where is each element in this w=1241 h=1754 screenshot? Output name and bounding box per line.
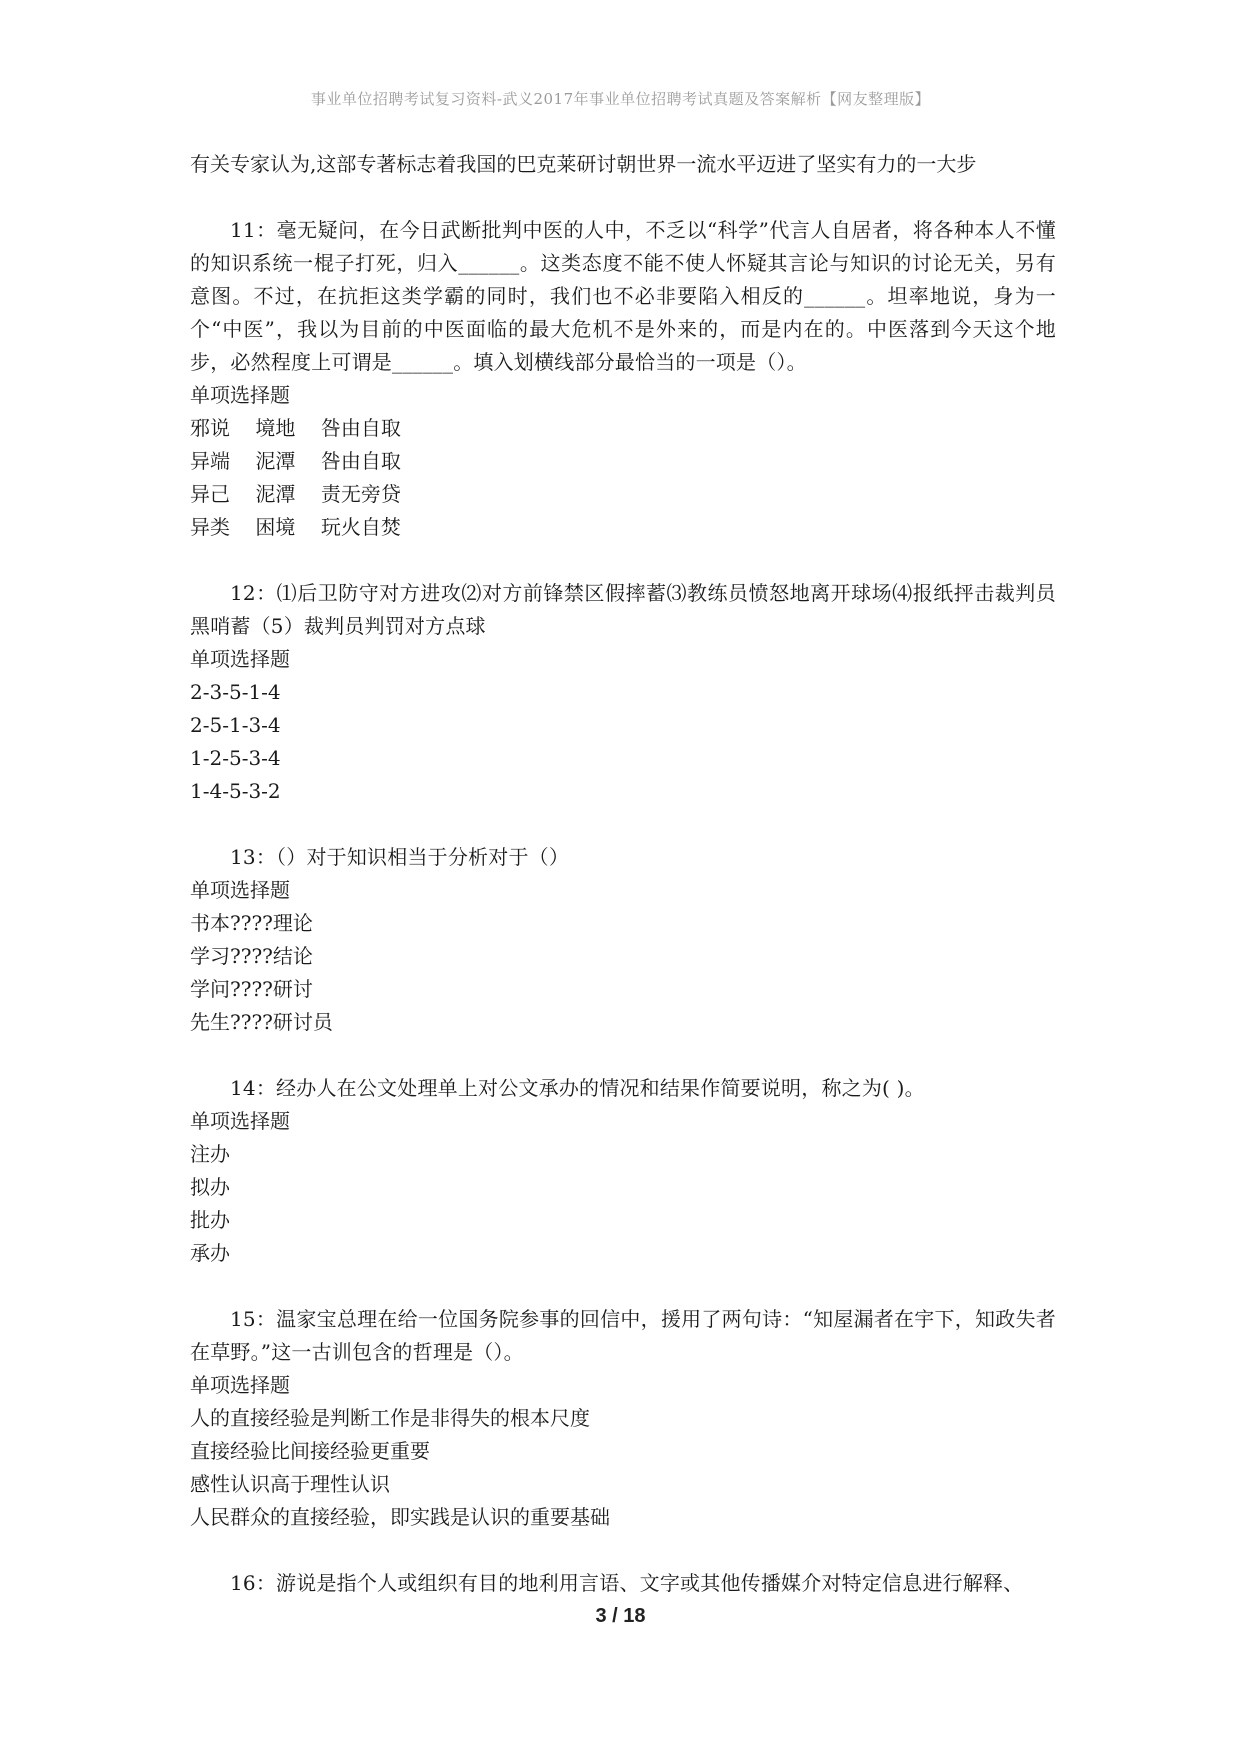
question-stem: 15：温家宝总理在给一位国务院参事的回信中，援用了两句诗：“知屋漏者在宇下，知政失者在草野。”这一古训包含的哲理是（）。 [190,1307,1056,1364]
option-a: 书本????理论 [190,911,313,935]
option-a: 2-3-5-1-4 [190,680,281,704]
question-stem: 14：经办人在公文处理单上对公文承办的情况和结果作简要说明，称之为( )。 [230,1076,925,1100]
option-d: 异类 困境 玩火自焚 [190,515,401,539]
page-header: 事业单位招聘考试复习资料-武义2017年事业单位招聘考试真题及答案解析【网友整理版】 [310,90,931,108]
option-c: 批办 [190,1208,230,1232]
option-c: 感性认识高于理性认识 [190,1472,390,1496]
intro-line: 有关专家认为,这部专著标志着我国的巴克莱研讨朝世界一流水平迈进了坚实有力的一大步 [190,152,977,176]
document-body [190,148,1056,1600]
option-c: 异己 泥潭 责无旁贷 [190,482,401,506]
option-d: 人民群众的直接经验，即实践是认识的重要基础 [190,1505,610,1529]
option-d: 先生????研讨员 [190,1010,333,1034]
option-b: 异端 泥潭 咎由自取 [190,449,401,473]
option-a: 人的直接经验是判断工作是非得失的根本尺度 [190,1406,590,1430]
question-15 [190,1303,1056,1534]
option-c: 学问????研讨 [190,977,313,1001]
question-13 [190,841,1056,1039]
question-14 [190,1072,1056,1270]
option-c: 1-2-5-3-4 [190,746,281,770]
page-number: 3 / 18 [595,1605,646,1627]
question-16 [190,1567,1056,1600]
option-b: 直接经验比间接经验更重要 [190,1439,430,1463]
option-b: 2-5-1-3-4 [190,713,281,737]
question-type: 单项选择题 [190,1373,290,1397]
question-12 [190,577,1056,808]
question-stem: 13：（）对于知识相当于分析对于（） [230,845,570,869]
option-d: 承办 [190,1241,230,1265]
question-stem: 11：毫无疑问，在今日武断批判中医的人中，不乏以“科学”代言人自居者，将各种本人不懂的知识系统一棍子打死，归入______。这类态度不能不使人怀疑其言论与知识的讨论无关，另有意图。不过，在抗拒这类学霸的同时，我们也不必非要陷入相反的______。坦率地说，身为一个“中医”，我以为目前的中医面临的最大危机不是外来的，而是内在的。中医落到今天这个地步，必然程度上可谓是______。填入划横线部分最恰当的一项是（）。 [190,218,1056,374]
question-stem: 16：游说是指个人或组织有目的地利用言语、文字或其他传播媒介对特定信息进行解释、 [230,1571,1024,1595]
option-b: 学习????结论 [190,944,313,968]
option-a: 邪说 境地 咎由自取 [190,416,401,440]
question-type: 单项选择题 [190,878,290,902]
question-type: 单项选择题 [190,1109,290,1133]
question-11 [190,214,1056,544]
question-type: 单项选择题 [190,647,290,671]
question-type: 单项选择题 [190,383,290,407]
option-a: 注办 [190,1142,230,1166]
option-d: 1-4-5-3-2 [190,779,281,803]
option-b: 拟办 [190,1175,230,1199]
question-stem: 12：⑴后卫防守对方进攻⑵对方前锋禁区假摔蓄⑶教练员愤怒地离开球场⑷报纸抨击裁判员黑哨蓄（5）裁判员判罚对方点球 [190,581,1056,638]
